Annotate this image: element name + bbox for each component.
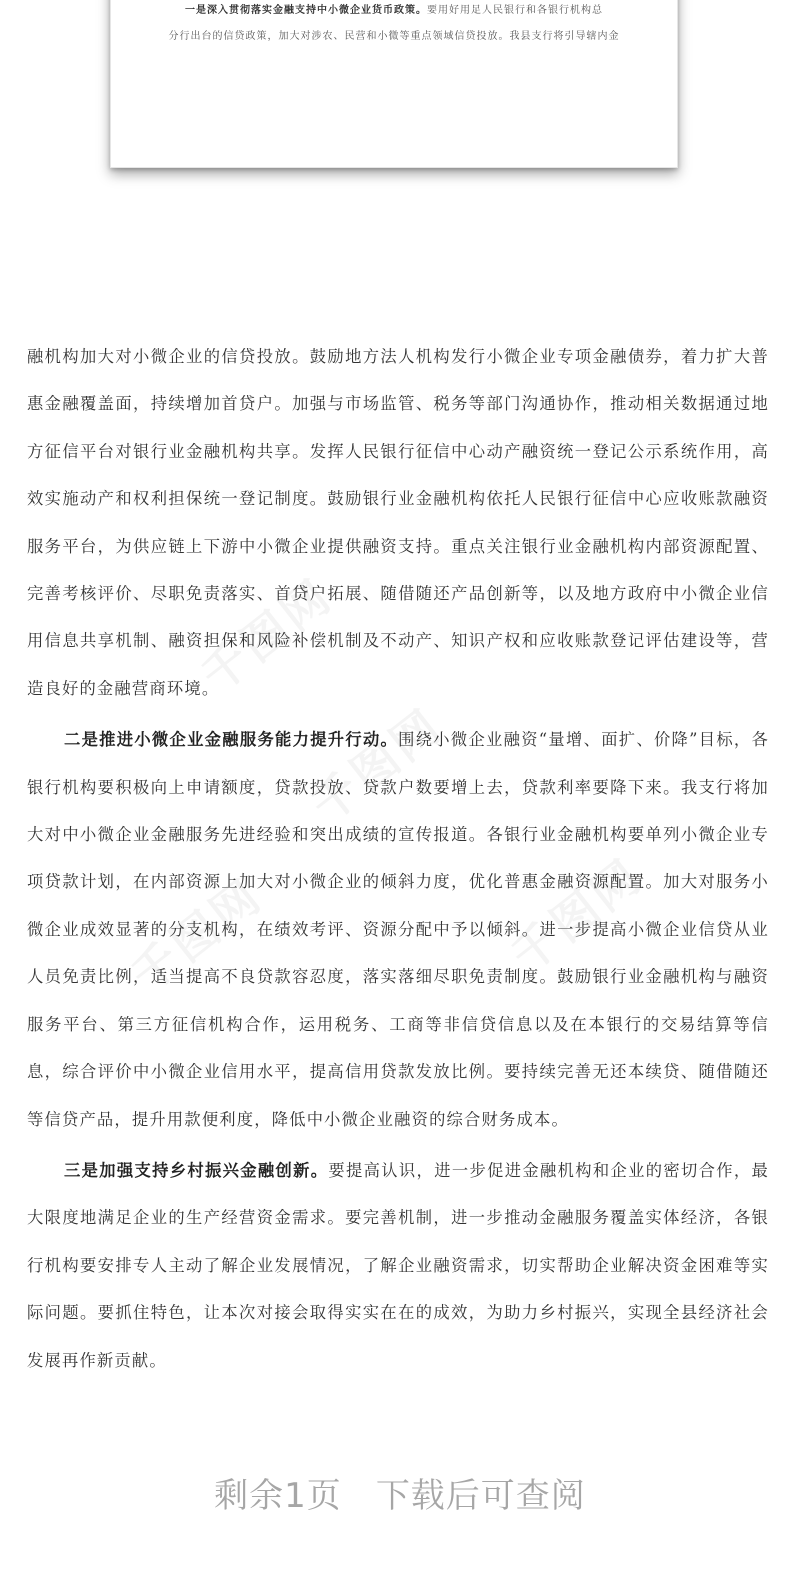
remaining-pages-count: 剩余1页 (214, 1476, 342, 1516)
preview-line-1-lead: 一是深入贯彻落实金融支持中小微企业货币政策。 (185, 5, 427, 16)
watermark: 千图网 (121, 867, 273, 1003)
article-body (27, 333, 769, 1384)
watermark: 千图网 (301, 697, 453, 833)
download-to-view-hint: 下载后可查阅 (375, 1476, 586, 1516)
paragraph-1: 融机构加大对小微企业的信贷投放。鼓励地方法人机构发行小微企业专项金融债券，着力扩大普惠金融覆盖面，持续增加首贷户。加强与市场监管、税务等部门沟通协作，推动相关数据通过地方征信平台对银行业金融机构共享。发挥人民银行征信中心动产融资统一登记公示系统作用，高效实施动产和权利担保统一登记制度。鼓励银行业金融机构依托人民银行征信中心应收账款融资服务平台，为供应链上下游中小微企业提供融资支持。重点关注银行业金融机构内部资源配置、完善考核评价、尽职免责落实、首贷户拓展、随借随还产品创新等，以及地方政府中小微企业信用信息共享机制、融资担保和风险补偿机制及不动产、知识产权和应收账款登记评估建设等，营造良好的金融营商环境。 (27, 347, 769, 698)
paragraph-3-lead: 三是加强支持乡村振兴金融创新。 (64, 1160, 329, 1180)
preview-line-1-rest: 要用好用足人民银行和各银行机构总 (427, 5, 603, 16)
preview-line-2: 分行出台的信贷政策，加大对涉农、民营和小微等重点领域信贷投放。我县支行将引导辖内金 (168, 31, 620, 42)
watermark: 千图网 (501, 847, 653, 983)
watermark: 千图网 (191, 567, 343, 703)
paragraph-3-body: 要提高认识，进一步促进金融机构和企业的密切合作，最大限度地满足企业的生产经营资金需求。要完善机制，进一步推动金融服务覆盖实体经济，各银行机构要安排专人主动了解企业发展情况，了解企业融资需求，切实帮助企业解决资金困难等实际问题。要抓住特色，让本次对接会取得实实在在的成效，为助力乡村振兴，实现全县经济社会发展再作新贡献。 (27, 1160, 769, 1370)
paragraph-2 (27, 716, 769, 1143)
paragraph-2-body: 围绕小微企业融资“量增、面扩、价降”目标，各银行机构要积极向上申请额度，贷款投放、贷款户数要增上去，贷款利率要降下来。我支行将加大对中小微企业金融服务先进经验和突出成绩的宣传报道。各银行业金融机构要单列小微企业专项贷款计划，在内部资源上加大对小微企业的倾斜力度，优化普惠金融资源配置。加大对服务小微企业成效显著的分支机构，在绩效考评、资源分配中予以倾斜。进一步提高小微企业信贷从业人员免责比例，适当提高不良贷款容忍度，落实落细尽职免责制度。鼓励银行业金融机构与融资服务平台、第三方征信机构合作，运用税务、工商等非信贷信息以及在本银行的交易结算等信息，综合评价中小微企业信用水平，提高信用贷款发放比例。要持续完善无还本续贷、随借随还等信贷产品，提升用款便利度，降低中小微企业融资的综合财务成本。 (27, 730, 769, 1129)
page-preview-card (110, 0, 678, 168)
preview-line-1 (111, 1, 677, 16)
paragraph-3 (27, 1147, 769, 1384)
paragraph-2-lead: 二是推进小微企业金融服务能力提升行动。 (64, 730, 399, 750)
remaining-pages-banner[interactable] (0, 1468, 800, 1517)
